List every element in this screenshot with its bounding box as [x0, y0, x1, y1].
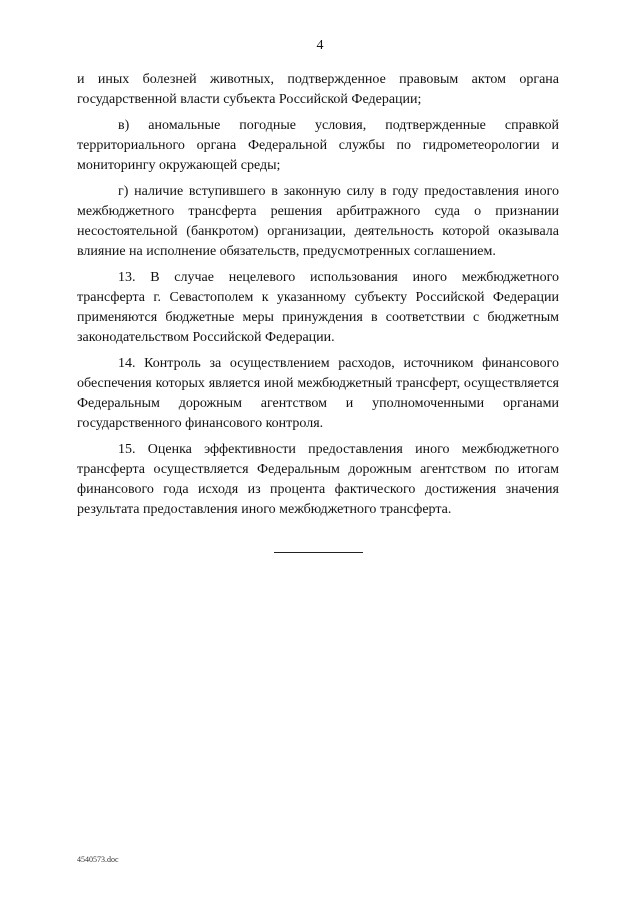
document-body [77, 70, 559, 526]
paragraph-continuation: и иных болезней животных, подтвержденное правовым актом органа государственной власти субъекта Российской Федерации; [77, 72, 559, 107]
paragraph-15: 15. Оценка эффективности предоставления иного межбюджетного трансферта осуществляется Федеральным дорожным агентством по итогам финансового года исходя из процента фактического достижения значения результата предоставления иного межбюджетного трансферта. [77, 442, 559, 517]
paragraph-13: 13. В случае нецелевого использования иного межбюджетного трансферта г. Севастополем к указанному субъекту Российской Федерации применяются бюджетные меры принуждения в соответствии с бюджетным законодательством Российской Федерации. [77, 270, 559, 345]
paragraph-item-v: в) аномальные погодные условия, подтвержденные справкой территориального органа Федеральной службы по гидрометеорологии и мониторингу окружающей среды; [77, 118, 559, 173]
page-number: 4 [316, 38, 324, 53]
end-divider-line [274, 552, 363, 553]
paragraph-item-g: г) наличие вступившего в законную силу в году предоставления иного межбюджетного трансферта решения арбитражного суда о признании несостоятельной (банкротом) организации, деятельность которой оказывала влияние на исполнение обязательств, предусмотренных соглашением. [77, 184, 559, 259]
footer-filename: 4540573.doc [77, 855, 119, 864]
paragraph-14: 14. Контроль за осуществлением расходов, источником финансового обеспечения которых является иной межбюджетный трансферт, осуществляется Федеральным дорожным агентством и уполномоченными органами государственного финансового контроля. [77, 356, 559, 431]
